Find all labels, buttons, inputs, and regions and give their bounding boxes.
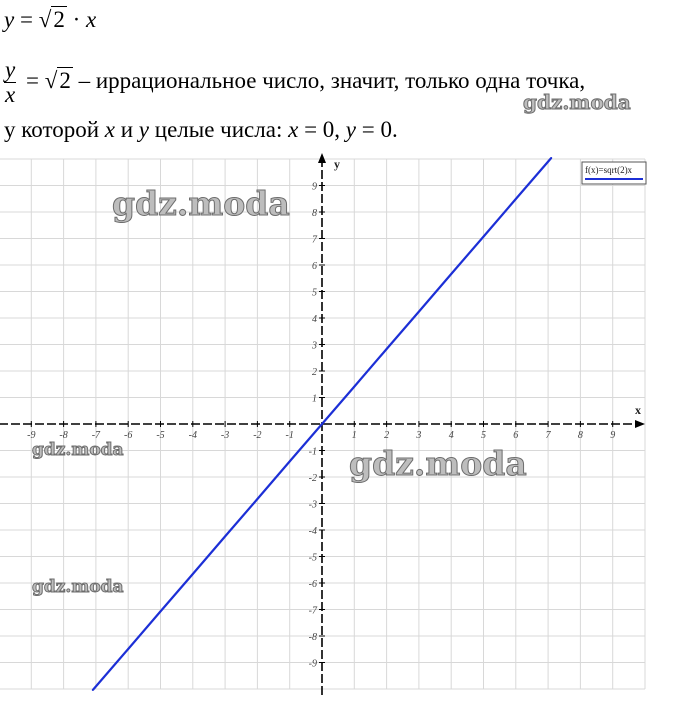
series-point (92, 689, 94, 691)
y-tick-label: 3 (312, 340, 317, 352)
y-tick-label: -7 (308, 605, 317, 617)
multiply-dot: · (72, 7, 81, 32)
y-tick-label: 6 (312, 261, 317, 272)
equals-sign: = (25, 67, 39, 93)
x-tick-label: 4 (448, 430, 454, 441)
x-tick-label: -1 (285, 430, 294, 441)
var-y: y (138, 117, 150, 142)
x-tick-label: -3 (220, 430, 230, 441)
x-tick-label: 8 (577, 430, 583, 441)
x-tick-label: 9 (610, 430, 616, 441)
x-tick-label: 5 (481, 430, 486, 441)
sqrt-expression (45, 69, 73, 92)
series-point (160, 610, 162, 612)
equation-line (4, 8, 96, 31)
series-point (450, 273, 452, 275)
watermark: gdz.moda (32, 440, 124, 460)
series-point (127, 648, 129, 650)
radical-sign: √ (38, 7, 52, 32)
y-tick-label: -6 (308, 579, 317, 590)
y-axis-arrow (318, 153, 326, 163)
series-point (321, 423, 323, 425)
legend-entry: f(x)=sqrt(2)x (585, 165, 633, 175)
y-tick-label: 8 (312, 208, 317, 219)
conclusion-text-3: целые числа: (149, 117, 289, 142)
series-point (224, 535, 226, 537)
x-tick-label: -8 (59, 430, 68, 441)
y-axis-label: y (334, 157, 340, 171)
x-tick-label: 6 (513, 430, 519, 441)
fraction-numerator: y (5, 57, 16, 82)
var-y: y (345, 117, 357, 142)
series-point (483, 236, 485, 238)
sqrt-expression (39, 8, 67, 31)
series-point (515, 198, 517, 200)
y-tick-label: -3 (308, 499, 317, 511)
x-tick-label: -9 (27, 430, 36, 441)
fraction-y-over-x (4, 58, 16, 107)
conclusion-text-5: = 0. (356, 117, 398, 142)
watermark: gdz.moda (523, 90, 631, 114)
equals-sign: = (19, 7, 33, 32)
var-y: y (4, 7, 15, 32)
series-point (257, 498, 259, 500)
ratio-line (4, 58, 585, 107)
conclusion-text-4: = 0, (298, 117, 346, 142)
x-axis-label: x (635, 403, 641, 417)
series-point (386, 348, 388, 350)
x-tick-label: -4 (188, 430, 197, 441)
x-axis-arrow (635, 420, 645, 428)
ratio-explanation: – иррациональное число, значит, только одна точка, (78, 67, 586, 93)
y-tick-label: 9 (312, 181, 317, 193)
radicand: 2 (59, 67, 71, 93)
x-tick-label: 3 (416, 430, 422, 441)
function-graph (0, 150, 697, 723)
conclusion-text-2: и (114, 117, 139, 142)
y-tick-label: 2 (312, 367, 317, 378)
y-tick-label: 4 (312, 314, 317, 325)
fraction-denominator: x (5, 82, 16, 108)
y-tick-label: -8 (308, 632, 317, 643)
series-point (547, 161, 549, 163)
x-tick-label: -5 (156, 430, 165, 441)
conclusion-line (4, 118, 398, 141)
series-point (192, 573, 194, 575)
x-tick-label: -7 (91, 430, 101, 441)
x-tick-label: -2 (253, 430, 262, 441)
y-tick-label: -2 (308, 473, 317, 484)
x-tick-label: 7 (545, 430, 551, 441)
x-tick-label: -6 (124, 430, 133, 441)
var-x: x (288, 117, 299, 142)
var-x: x (86, 7, 97, 32)
x-tick-label: 1 (351, 430, 357, 441)
radical-sign: √ (44, 67, 58, 93)
watermark: gdz.moda (32, 577, 124, 597)
series-point (289, 460, 291, 462)
series-point (353, 386, 355, 388)
var-x: x (104, 117, 115, 142)
x-tick-label: 2 (384, 430, 390, 441)
conclusion-text-1: у которой (4, 117, 105, 142)
y-tick-label: -5 (308, 552, 317, 564)
y-tick-label: -1 (308, 446, 317, 458)
watermark: gdz.moda (112, 184, 290, 223)
y-tick-label: -9 (308, 658, 317, 670)
y-tick-label: 5 (312, 287, 317, 299)
series-point (550, 157, 552, 159)
y-tick-label: 7 (312, 234, 317, 246)
y-tick-label: -4 (308, 526, 317, 537)
series-point (418, 311, 420, 313)
radicand: 2 (53, 7, 65, 32)
watermark: gdz.moda (349, 444, 527, 483)
y-tick-label: 1 (312, 393, 317, 405)
